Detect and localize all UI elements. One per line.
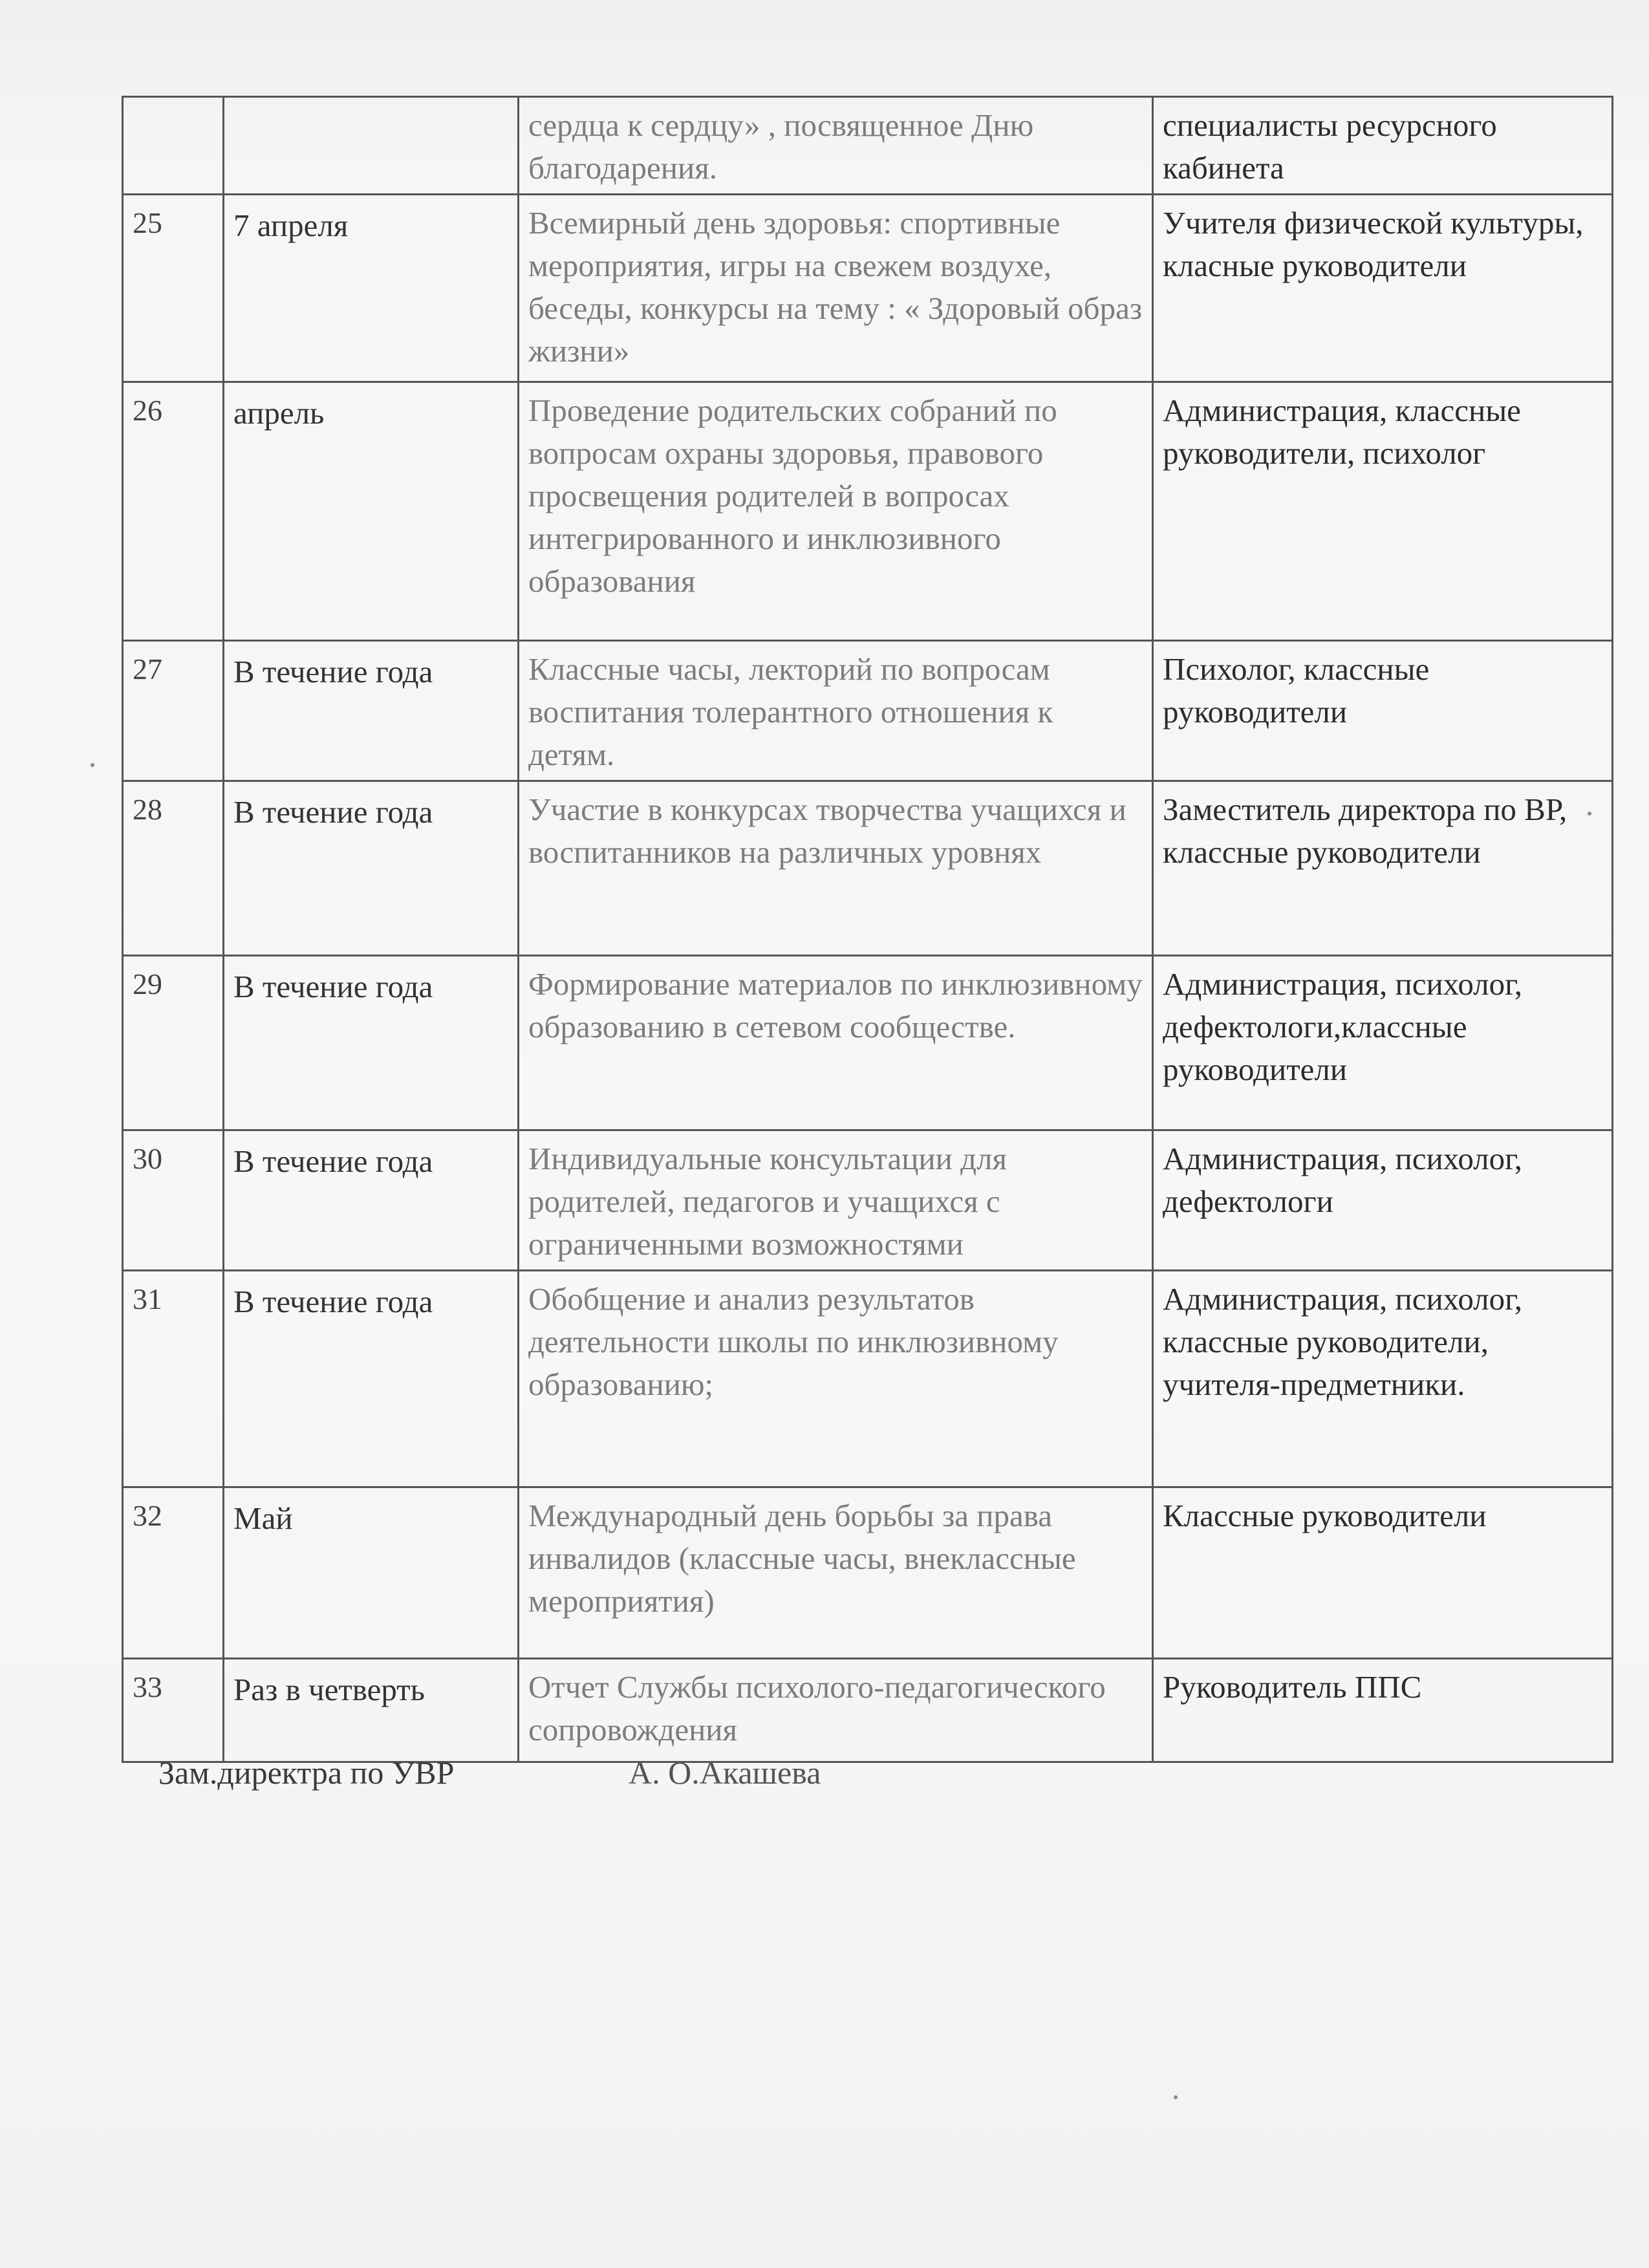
row-event-cell xyxy=(519,195,1153,382)
row-number-cell xyxy=(123,1659,224,1762)
row-date-cell xyxy=(224,956,519,1130)
row-date: В течение года xyxy=(233,1284,433,1319)
row-event: Классные часы, лекторий по вопросам воспитания толерантного отношения к детям. xyxy=(528,651,1053,772)
row-responsible: Администрация, психолог, дефектологи xyxy=(1163,1141,1522,1219)
row-responsible: Классные руководители xyxy=(1163,1498,1487,1533)
row-number-cell xyxy=(123,1130,224,1271)
row-responsible-cell xyxy=(1153,641,1613,781)
row-number: 33 xyxy=(133,1670,162,1703)
table-row xyxy=(123,97,1613,195)
row-responsible: Администрация, психолог, дефектологи,классные руководители xyxy=(1163,966,1522,1087)
row-number-cell xyxy=(123,641,224,781)
row-responsible-cell xyxy=(1153,97,1613,195)
table-row xyxy=(123,641,1613,781)
row-event-cell xyxy=(519,956,1153,1130)
row-date-cell xyxy=(224,641,519,781)
row-event: Обобщение и анализ результатов деятельности школы по инклюзивному образованию; xyxy=(528,1281,1059,1402)
row-event: Индивидуальные консультации для родителей, педагогов и учащихся с ограниченными возможностями xyxy=(528,1141,1008,1262)
row-date-cell xyxy=(224,781,519,956)
row-number: 28 xyxy=(133,793,162,826)
row-event-cell xyxy=(519,781,1153,956)
row-event: сердца к сердцу» , посвященное Дню благодарения. xyxy=(528,107,1034,186)
row-responsible-cell xyxy=(1153,1659,1613,1762)
row-responsible-cell xyxy=(1153,1271,1613,1487)
row-number-cell xyxy=(123,781,224,956)
scan-speck xyxy=(1588,812,1591,815)
row-responsible: Психолог, классные руководители xyxy=(1163,651,1430,729)
row-event: Проведение родительских собраний по вопросам охраны здоровья, правового просвещения родителей в вопросах интегрированного и инклюзивного образования xyxy=(528,393,1057,599)
table-row xyxy=(123,1487,1613,1659)
row-date: В течение года xyxy=(233,1143,433,1179)
table-row xyxy=(123,956,1613,1130)
scan-speck xyxy=(1174,2095,1178,2099)
row-event: Формирование материалов по инклюзивному образованию в сетевом сообществе. xyxy=(528,966,1143,1044)
row-number-cell xyxy=(123,956,224,1130)
row-event: Отчет Службы психолого-педагогического сопровождения xyxy=(528,1669,1106,1747)
row-event-cell xyxy=(519,382,1153,641)
row-responsible: Администрация, психолог, классные руководители, учителя-предметники. xyxy=(1163,1281,1522,1402)
table-row xyxy=(123,1271,1613,1487)
scan-speck xyxy=(91,763,94,767)
row-date: Раз в четверть xyxy=(233,1672,426,1707)
row-responsible-cell xyxy=(1153,195,1613,382)
row-event-cell xyxy=(519,1271,1153,1487)
row-number-cell xyxy=(123,382,224,641)
table-row xyxy=(123,195,1613,382)
signature-name: А. О.Акашева xyxy=(629,1755,821,1791)
row-event-cell xyxy=(519,1487,1153,1659)
row-number-cell xyxy=(123,1487,224,1659)
row-responsible-cell xyxy=(1153,956,1613,1130)
row-number: 30 xyxy=(133,1142,162,1175)
row-event-cell xyxy=(519,1130,1153,1271)
row-responsible-cell xyxy=(1153,1487,1613,1659)
row-date-cell xyxy=(224,1130,519,1271)
row-responsible-cell xyxy=(1153,1130,1613,1271)
table-row xyxy=(123,1130,1613,1271)
row-event-cell xyxy=(519,641,1153,781)
row-event: Всемирный день здоровья: спортивные мероприятия, игры на свежем воздухе, беседы, конкурсы на тему : « Здоровый образ жизни» xyxy=(528,205,1143,369)
row-event: Участие в конкурсах творчества учащихся и воспитанников на различных уровнях xyxy=(528,792,1126,870)
table-row xyxy=(123,1659,1613,1762)
row-number-cell xyxy=(123,1271,224,1487)
row-date: 7 апреля xyxy=(233,208,349,243)
row-responsible: специалисты ресурсного кабинета xyxy=(1163,107,1497,186)
row-responsible: Администрация, классные руководители, психолог xyxy=(1163,393,1521,471)
row-responsible-cell xyxy=(1153,382,1613,641)
table-row xyxy=(123,382,1613,641)
row-date-cell xyxy=(224,1271,519,1487)
row-responsible-cell xyxy=(1153,781,1613,956)
row-number: 31 xyxy=(133,1282,162,1315)
row-responsible: Заместитель директора по ВР, классные руководители xyxy=(1163,792,1568,870)
table-row xyxy=(123,781,1613,956)
row-responsible: Руководитель ППС xyxy=(1163,1669,1422,1705)
row-responsible: Учителя физической культуры, класные руководители xyxy=(1163,205,1584,283)
row-date: Май xyxy=(233,1500,293,1536)
row-date-cell xyxy=(224,1487,519,1659)
row-number: 29 xyxy=(133,967,162,1000)
events-table-body xyxy=(123,97,1613,1762)
row-number: 32 xyxy=(133,1499,162,1532)
row-number-cell xyxy=(123,97,224,195)
row-date-cell xyxy=(224,97,519,195)
row-date-cell xyxy=(224,195,519,382)
row-date-cell xyxy=(224,382,519,641)
row-date: апрель xyxy=(233,395,325,431)
signature-position: Зам.директра по УВР xyxy=(158,1755,455,1791)
row-event-cell xyxy=(519,97,1153,195)
row-number: 26 xyxy=(133,394,162,427)
row-date: В течение года xyxy=(233,654,433,689)
row-number: 27 xyxy=(133,653,162,686)
row-date: В течение года xyxy=(233,969,433,1004)
row-number-cell xyxy=(123,195,224,382)
row-event: Международный день борьбы за права инвалидов (классные часы, внеклассные мероприятия) xyxy=(528,1498,1076,1619)
row-date-cell xyxy=(224,1659,519,1762)
events-table xyxy=(122,96,1613,1763)
row-event-cell xyxy=(519,1659,1153,1762)
row-number: 25 xyxy=(133,206,162,239)
row-date: В течение года xyxy=(233,794,433,830)
